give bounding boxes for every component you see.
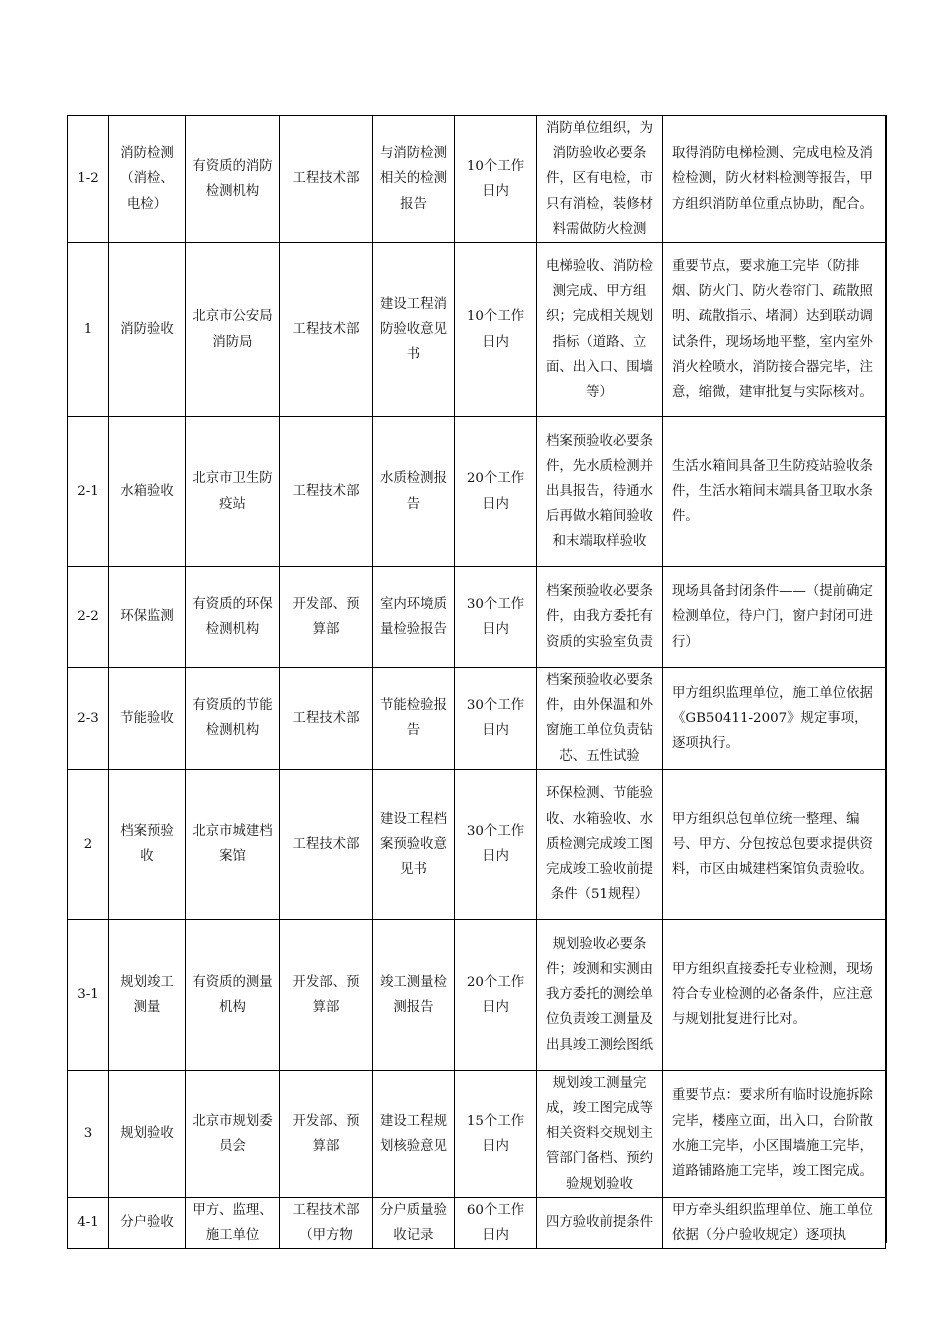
cell-cond: 四方验收前提条件 bbox=[537, 1197, 663, 1248]
cell-dept: 开发部、预算部 bbox=[280, 567, 373, 668]
cell-doc: 竣工测量检测报告 bbox=[373, 919, 455, 1070]
cell-cond: 规划竣工测量完成，竣工图完成等相关资料交规划主管部门备档、预约验规划验收 bbox=[537, 1070, 663, 1197]
cell-dept: 工程技术部（甲方物 bbox=[280, 1197, 373, 1248]
acceptance-schedule-table bbox=[67, 115, 886, 1249]
cell-time: 20个工作日内 bbox=[455, 417, 537, 567]
cell-dept: 工程技术部 bbox=[280, 116, 373, 243]
cell-doc: 水质检测报告 bbox=[373, 417, 455, 567]
cell-note: 取得消防电梯检测、完成电检及消检检测，防火材料检测等报告，甲方组织消防单位重点协助，配合。 bbox=[663, 116, 886, 243]
cell-seq: 2-3 bbox=[68, 668, 109, 770]
table-outer-border-line bbox=[886, 115, 887, 1243]
cell-seq: 2 bbox=[68, 769, 109, 919]
cell-dept: 开发部、预算部 bbox=[280, 919, 373, 1070]
cell-item: 环保监测 bbox=[109, 567, 186, 668]
cell-item: 规划验收 bbox=[109, 1070, 186, 1197]
table-row bbox=[68, 668, 886, 770]
cell-note: 生活水箱间具备卫生防疫站验收条件，生活水箱间末端具备卫取水条件。 bbox=[663, 417, 886, 567]
cell-doc: 建设工程规划核验意见 bbox=[373, 1070, 455, 1197]
cell-cond: 档案预验收必要条件，由我方委托有资质的实验室负责 bbox=[537, 567, 663, 668]
cell-dept: 工程技术部 bbox=[280, 417, 373, 567]
cell-item: 档案预验收 bbox=[109, 769, 186, 919]
cell-time: 30个工作日内 bbox=[455, 567, 537, 668]
cell-seq: 2-2 bbox=[68, 567, 109, 668]
cell-seq: 4-1 bbox=[68, 1197, 109, 1248]
cell-note: 重要节点：要求所有临时设施拆除完毕，楼座立面，出入口，台阶散水施工完毕，小区围墙施工完毕，道路铺路施工完毕，竣工图完成。 bbox=[663, 1070, 886, 1197]
cell-note: 现场具备封闭条件——（提前确定检测单位，待户门，窗户封闭可进行） bbox=[663, 567, 886, 668]
cell-org: 北京市卫生防疫站 bbox=[186, 417, 280, 567]
cell-org: 有资质的环保检测机构 bbox=[186, 567, 280, 668]
cell-doc: 分户质量验收记录 bbox=[373, 1197, 455, 1248]
cell-cond: 电梯验收、消防检测完成、甲方组织；完成相关规划指标（道路、立面、出入口、围墙等） bbox=[537, 243, 663, 417]
cell-org: 北京市城建档案馆 bbox=[186, 769, 280, 919]
cell-cond: 档案预验收必要条件，由外保温和外窗施工单位负责钻芯、五性试验 bbox=[537, 668, 663, 770]
cell-item: 水箱验收 bbox=[109, 417, 186, 567]
cell-note: 重要节点，要求施工完毕（防排烟、防火门、防火卷帘门、疏散照明、疏散指示、堵洞）达到联动调试条件，现场场地平整，室内室外消火栓喷水，消防接合器完毕，注意，缩微，建审批复与实际核对。 bbox=[663, 243, 886, 417]
cell-time: 10个工作日内 bbox=[455, 116, 537, 243]
cell-time: 10个工作日内 bbox=[455, 243, 537, 417]
cell-seq: 3-1 bbox=[68, 919, 109, 1070]
cell-cond: 规划验收必要条件；竣测和实测由我方委托的测绘单位负责竣工测量及出具竣工测绘图纸 bbox=[537, 919, 663, 1070]
cell-note: 甲方牵头组织监理单位、施工单位依据（分户验收规定）逐项执 bbox=[663, 1197, 886, 1248]
cell-org: 有资质的节能检测机构 bbox=[186, 668, 280, 770]
cell-time: 15个工作日内 bbox=[455, 1070, 537, 1197]
table-row bbox=[68, 1197, 886, 1248]
table-row bbox=[68, 116, 886, 243]
cell-seq: 2-1 bbox=[68, 417, 109, 567]
cell-seq: 1 bbox=[68, 243, 109, 417]
cell-item: 消防验收 bbox=[109, 243, 186, 417]
cell-doc: 与消防检测相关的检测报告 bbox=[373, 116, 455, 243]
cell-note: 甲方组织监理单位，施工单位依据《GB50411-2007》规定事项，逐项执行。 bbox=[663, 668, 886, 770]
cell-seq: 1-2 bbox=[68, 116, 109, 243]
table-row bbox=[68, 919, 886, 1070]
table-row bbox=[68, 769, 886, 919]
cell-time: 30个工作日内 bbox=[455, 769, 537, 919]
table-row bbox=[68, 243, 886, 417]
cell-org: 甲方、监理、施工单位 bbox=[186, 1197, 280, 1248]
table-row bbox=[68, 417, 886, 567]
cell-dept: 工程技术部 bbox=[280, 243, 373, 417]
cell-dept: 工程技术部 bbox=[280, 668, 373, 770]
cell-org: 北京市规划委员会 bbox=[186, 1070, 280, 1197]
table-row bbox=[68, 567, 886, 668]
cell-cond: 消防单位组织，为消防验收必要条件，区有电检，市只有消检，装修材料需做防火检测 bbox=[537, 116, 663, 243]
cell-doc: 节能检验报告 bbox=[373, 668, 455, 770]
cell-doc: 建设工程消防验收意见书 bbox=[373, 243, 455, 417]
cell-time: 20个工作日内 bbox=[455, 919, 537, 1070]
cell-doc: 室内环境质量检验报告 bbox=[373, 567, 455, 668]
cell-item: 规划竣工测量 bbox=[109, 919, 186, 1070]
cell-cond: 档案预验收必要条件，先水质检测并出具报告，待通水后再做水箱间验收和末端取样验收 bbox=[537, 417, 663, 567]
cell-item: 消防检测（消检、电检） bbox=[109, 116, 186, 243]
table-row bbox=[68, 1070, 886, 1197]
cell-org: 有资质的消防检测机构 bbox=[186, 116, 280, 243]
table-body bbox=[68, 116, 886, 1249]
cell-note: 甲方组织总包单位统一整理、编号、甲方、分包按总包要求提供资料，市区由城建档案馆负责验收。 bbox=[663, 769, 886, 919]
cell-item: 分户验收 bbox=[109, 1197, 186, 1248]
cell-time: 60个工作日内 bbox=[455, 1197, 537, 1248]
cell-org: 有资质的测量机构 bbox=[186, 919, 280, 1070]
cell-doc: 建设工程档案预验收意见书 bbox=[373, 769, 455, 919]
cell-cond: 环保检测、节能验收、水箱验收、水质检测完成竣工图完成竣工验收前提条件（51规程） bbox=[537, 769, 663, 919]
cell-time: 30个工作日内 bbox=[455, 668, 537, 770]
cell-note: 甲方组织直接委托专业检测，现场符合专业检测的必备条件，应注意与规划批复进行比对。 bbox=[663, 919, 886, 1070]
cell-org: 北京市公安局消防局 bbox=[186, 243, 280, 417]
cell-seq: 3 bbox=[68, 1070, 109, 1197]
cell-item: 节能验收 bbox=[109, 668, 186, 770]
cell-dept: 开发部、预算部 bbox=[280, 1070, 373, 1197]
cell-dept: 工程技术部 bbox=[280, 769, 373, 919]
